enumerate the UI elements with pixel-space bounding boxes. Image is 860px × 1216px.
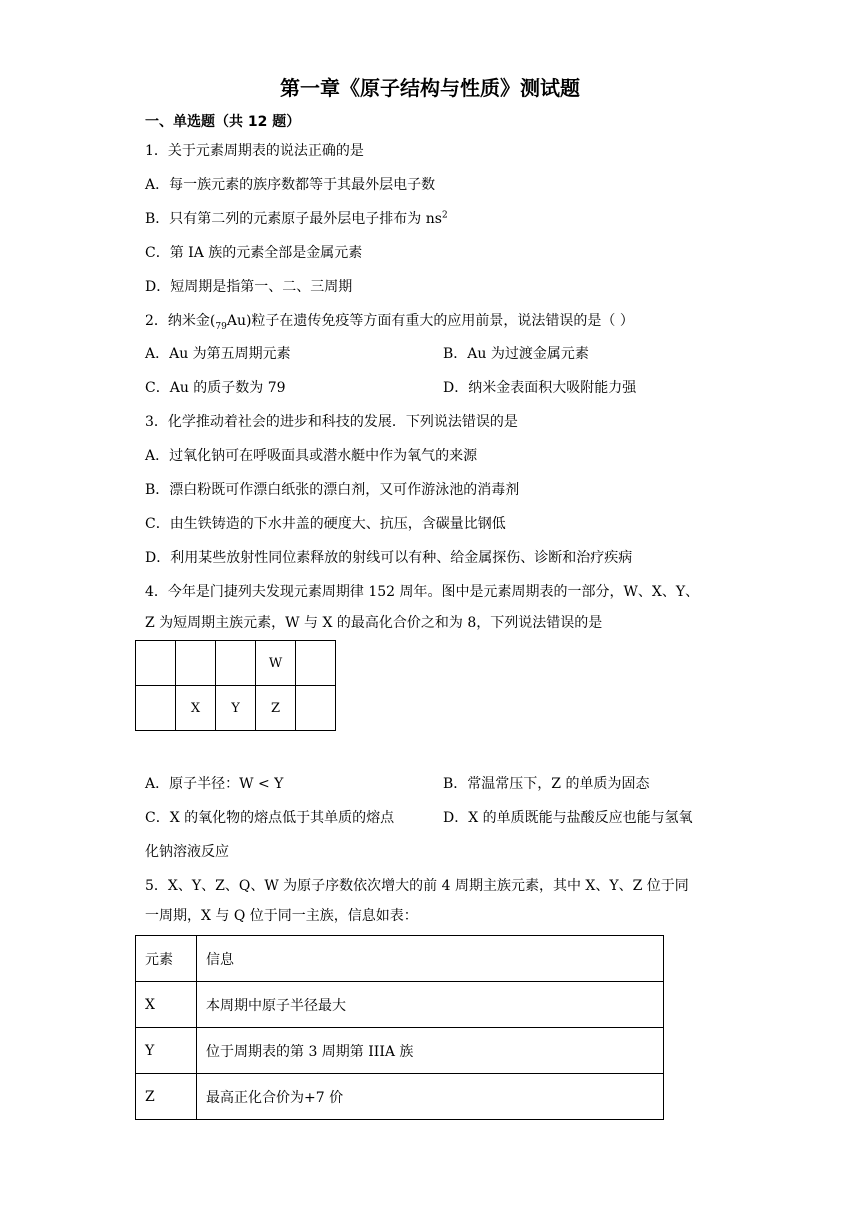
stem-part: Au)粒子在遗传免疫等方面有重大的应用前景，说法错误的是（ ）	[226, 313, 634, 329]
table-cell: Z	[136, 1074, 197, 1120]
question-3-stem: 3．化学推动着社会的进步和科技的发展．下列说法错误的是	[145, 414, 518, 430]
table-cell: 位于周期表的第 3 周期第 IIIA 族	[197, 1028, 664, 1074]
grid-cell	[136, 641, 176, 686]
question-1-stem: 1．关于元素周期表的说法正确的是	[145, 143, 364, 159]
table-cell: 最高正化合价为+7 价	[197, 1074, 664, 1120]
option-b-text: B．只有第二列的元素原子最外层电子排布为 ns	[145, 211, 442, 227]
table-row	[136, 982, 664, 1028]
question-1-option-d: D．短周期是指第一、二、三周期	[145, 279, 353, 295]
stem-part: 2．纳米金(	[145, 313, 216, 329]
question-1-option-a: A．每一族元素的族序数都等于其最外层电子数	[145, 177, 436, 193]
table-cell: X	[136, 982, 197, 1028]
table-cell: Y	[136, 1028, 197, 1074]
grid-cell: Y	[216, 686, 256, 731]
grid-cell	[296, 641, 336, 686]
table-row	[136, 1074, 664, 1120]
grid-cell: W	[256, 641, 296, 686]
question-3-option-d: D．利用某些放射性同位素释放的射线可以有种、给金属探伤、诊断和治疗疾病	[145, 550, 633, 566]
table-header-row	[136, 936, 664, 982]
question-3-option-b: B．漂白粉既可作漂白纸张的漂白剂，又可作游泳池的消毒剂	[145, 482, 520, 498]
question-3-option-a: A．过氧化钠可在呼吸面具或潜水艇中作为氧气的来源	[145, 448, 478, 464]
element-info-table	[135, 935, 664, 1120]
question-2-option-d: D．纳米金表面积大吸附能力强	[443, 380, 637, 396]
question-2-option-c: C．Au 的质子数为 79	[145, 380, 286, 396]
question-1-option-c: C．第 IA 族的元素全部是金属元素	[145, 245, 363, 261]
question-2-option-b: B．Au 为过渡金属元素	[443, 346, 589, 362]
header-cell: 元素	[136, 936, 197, 982]
question-1-option-b	[145, 209, 448, 229]
header-cell: 信息	[197, 936, 664, 982]
question-4-option-b: B．常温常压下，Z 的单质为固态	[443, 776, 650, 792]
periodic-table-fragment	[135, 640, 336, 731]
table-row	[136, 641, 336, 686]
grid-cell	[136, 686, 176, 731]
question-4-stem-line2: Z 为短周期主族元素，W 与 X 的最高化合价之和为 8，下列说法错误的是	[145, 615, 603, 631]
table-row	[136, 686, 336, 731]
superscript: 2	[441, 210, 448, 221]
question-4-option-a: A．原子半径：W < Y	[145, 776, 284, 792]
grid-cell	[176, 641, 216, 686]
question-5-stem-line2: 一周期，X 与 Q 位于同一主族，信息如表：	[145, 908, 418, 924]
section-heading: 一、单选题（共 12 题）	[145, 114, 301, 130]
question-5-stem-line1: 5．X、Y、Z、Q、W 为原子序数依次增大的前 4 周期主族元素，其中 X、Y、Z 位于同	[145, 878, 689, 894]
subscript: 79	[215, 321, 227, 332]
question-2-option-a: A．Au 为第五周期元素	[145, 346, 291, 362]
question-4-stem-line1: 4．今年是门捷列夫发现元素周期律 152 周年。图中是元素周期表的一部分，W、X、Y、	[145, 584, 700, 600]
question-4-option-d-continued: 化钠溶液反应	[145, 844, 229, 860]
page-title: 第一章《原子结构与性质》测试题	[280, 76, 580, 100]
grid-cell: X	[176, 686, 216, 731]
grid-cell: Z	[256, 686, 296, 731]
question-2-stem	[145, 311, 634, 331]
question-4-option-c: C．X 的氧化物的熔点低于其单质的熔点	[145, 810, 395, 826]
grid-cell	[296, 686, 336, 731]
question-4-option-d: D．X 的单质既能与盐酸反应也能与氢氧	[443, 810, 693, 826]
question-3-option-c: C．由生铁铸造的下水井盖的硬度大、抗压，含碳量比钢低	[145, 516, 506, 532]
table-cell: 本周期中原子半径最大	[197, 982, 664, 1028]
table-row	[136, 1028, 664, 1074]
grid-cell	[216, 641, 256, 686]
